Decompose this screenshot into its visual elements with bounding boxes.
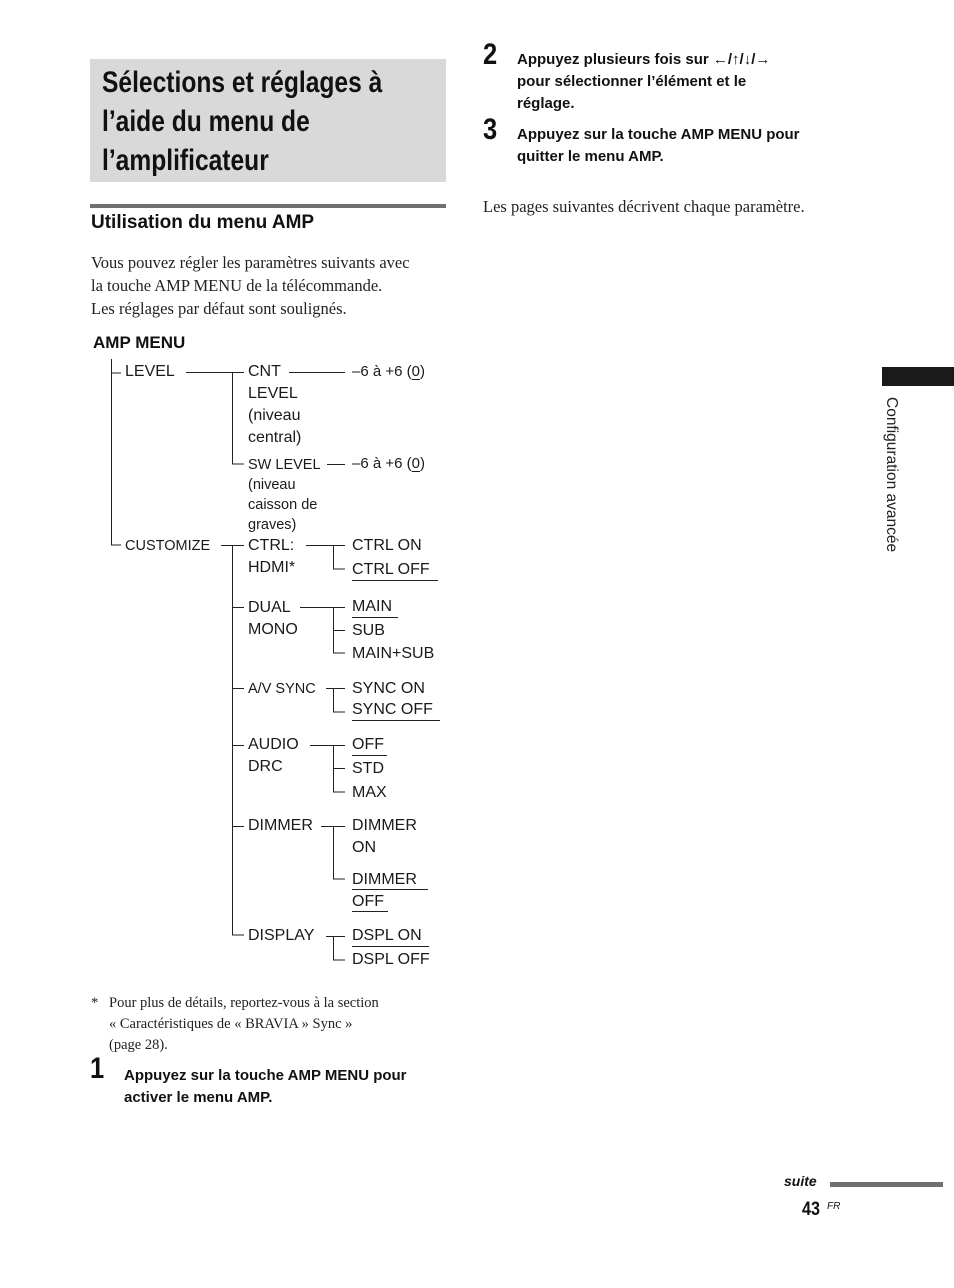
page-number: 43 (802, 1199, 820, 1220)
step-3-line-1: Appuyez sur la touche AMP MENU pour (517, 126, 800, 143)
dspl-on-underline (352, 946, 429, 947)
step-3-line-2: quitter le menu AMP. (517, 148, 664, 165)
step-3-number: 3 (483, 113, 498, 146)
cnt-level-label (248, 361, 301, 449)
title-line-3: l’amplificateur (102, 144, 269, 177)
dspl-off-option: DSPL OFF (352, 951, 430, 968)
cnt-level-line-3: (niveau (248, 407, 301, 424)
cnt-level-line-4: central) (248, 429, 302, 446)
dimmer-label: DIMMER (248, 817, 313, 834)
dimmer-off-underline-1 (352, 889, 428, 890)
cnt-range (352, 361, 425, 383)
section-tab-marker (882, 367, 954, 386)
sync-on-option: SYNC ON (352, 680, 425, 697)
cnt-range-prefix: –6 à +6 ( (352, 363, 412, 380)
step-2-line-3: réglage. (517, 95, 575, 112)
following-pages-text: Les pages suivantes décrivent chaque paramètre. (483, 197, 805, 216)
max-option: MAX (352, 784, 387, 801)
diagram-root-label: AMP MENU (93, 333, 186, 352)
ctrl-hdmi-label (248, 535, 295, 579)
off-underline (352, 755, 387, 756)
sw-range-suffix: ) (419, 455, 425, 472)
cnt-level-line-2: LEVEL (248, 385, 298, 402)
ctrl-on-option: CTRL ON (352, 537, 422, 554)
cnt-range-suffix: ) (419, 363, 425, 380)
intro-line-1: Vous pouvez régler les paramètres suivants avec (91, 253, 410, 272)
ctrl-off-option: CTRL OFF (352, 561, 430, 578)
audio-drc-line-2: DRC (248, 758, 283, 775)
step-1-line-2: activer le menu AMP. (124, 1089, 273, 1106)
title-line-2: l’aide du menu de (102, 105, 310, 138)
intro-line-3: Les réglages par défaut sont soulignés. (91, 299, 347, 318)
ctrl-off-underline (352, 580, 438, 581)
sync-off-option: SYNC OFF (352, 701, 433, 718)
main-option: MAIN (352, 598, 392, 615)
sw-level-label (248, 455, 321, 535)
step-2-line-1: Appuyez plusieurs fois sur ←/↑/↓/→ (517, 51, 771, 68)
dimmer-on-line-1: DIMMER (352, 817, 417, 834)
footnote-line-1: Pour plus de détails, reportez-vous à la section (109, 995, 379, 1011)
dimmer-on-option (352, 815, 417, 859)
sw-level-line-4: graves) (248, 517, 297, 533)
ctrl-hdmi-line-2: HDMI* (248, 559, 296, 576)
dimmer-on-line-2: ON (352, 839, 376, 856)
dual-mono-line-2: MONO (248, 621, 298, 638)
off-option: OFF (352, 736, 384, 753)
intro-line-2: la touche AMP MENU de la télécommande. (91, 276, 383, 295)
ctrl-hdmi-line-1: CTRL: (248, 537, 295, 554)
step-2-line-2: pour sélectionner l’élément et le (517, 73, 747, 90)
dimmer-off-line-1: DIMMER (352, 871, 417, 888)
sw-range (352, 453, 425, 475)
main-sub-option: MAIN+SUB (352, 645, 435, 662)
page-language-suffix: FR (827, 1201, 841, 1212)
step-3-text (517, 124, 800, 168)
dimmer-off-underline-2 (352, 911, 388, 912)
sync-off-underline (352, 720, 440, 721)
sw-level-line-1: SW LEVEL (248, 457, 321, 473)
footnote-marker: * (91, 995, 99, 1011)
av-sync-label: A/V SYNC (248, 681, 316, 697)
main-underline (352, 617, 398, 618)
continued-label: suite (784, 1173, 817, 1189)
title-line-1: Sélections et réglages à (102, 66, 383, 99)
cnt-range-default: 0 (411, 363, 420, 380)
section-heading: Utilisation du menu AMP (91, 212, 315, 233)
std-option: STD (352, 760, 384, 777)
sw-range-default: 0 (411, 455, 420, 472)
level-label: LEVEL (125, 363, 175, 380)
continued-bar (830, 1182, 943, 1187)
dual-mono-line-1: DUAL (248, 599, 291, 616)
sw-range-prefix: –6 à +6 ( (352, 455, 412, 472)
dspl-on-option: DSPL ON (352, 927, 422, 944)
dimmer-off-line-2: OFF (352, 893, 384, 910)
audio-drc-line-1: AUDIO (248, 736, 299, 753)
step-1-text (124, 1065, 407, 1109)
step-1-number: 1 (90, 1052, 105, 1085)
section-tab-label: Configuration avancée (883, 397, 900, 553)
customize-label: CUSTOMIZE (125, 538, 211, 554)
footnote-line-2: « Caractéristiques de « BRAVIA » Sync » (109, 1016, 353, 1032)
dual-mono-label (248, 597, 298, 641)
sw-level-line-2: (niveau (248, 477, 296, 493)
footnote-line-3: (page 28). (109, 1037, 168, 1053)
dimmer-off-option (352, 869, 417, 913)
cnt-level-line-1: CNT (248, 363, 281, 380)
sub-option: SUB (352, 622, 385, 639)
step-2-number: 2 (483, 38, 498, 71)
footnote-text (109, 993, 449, 1056)
audio-drc-label (248, 734, 299, 778)
display-label: DISPLAY (248, 927, 315, 944)
step-1-line-1: Appuyez sur la touche AMP MENU pour (124, 1067, 407, 1084)
step-2-text (517, 49, 770, 115)
sw-level-line-3: caisson de (248, 497, 318, 513)
